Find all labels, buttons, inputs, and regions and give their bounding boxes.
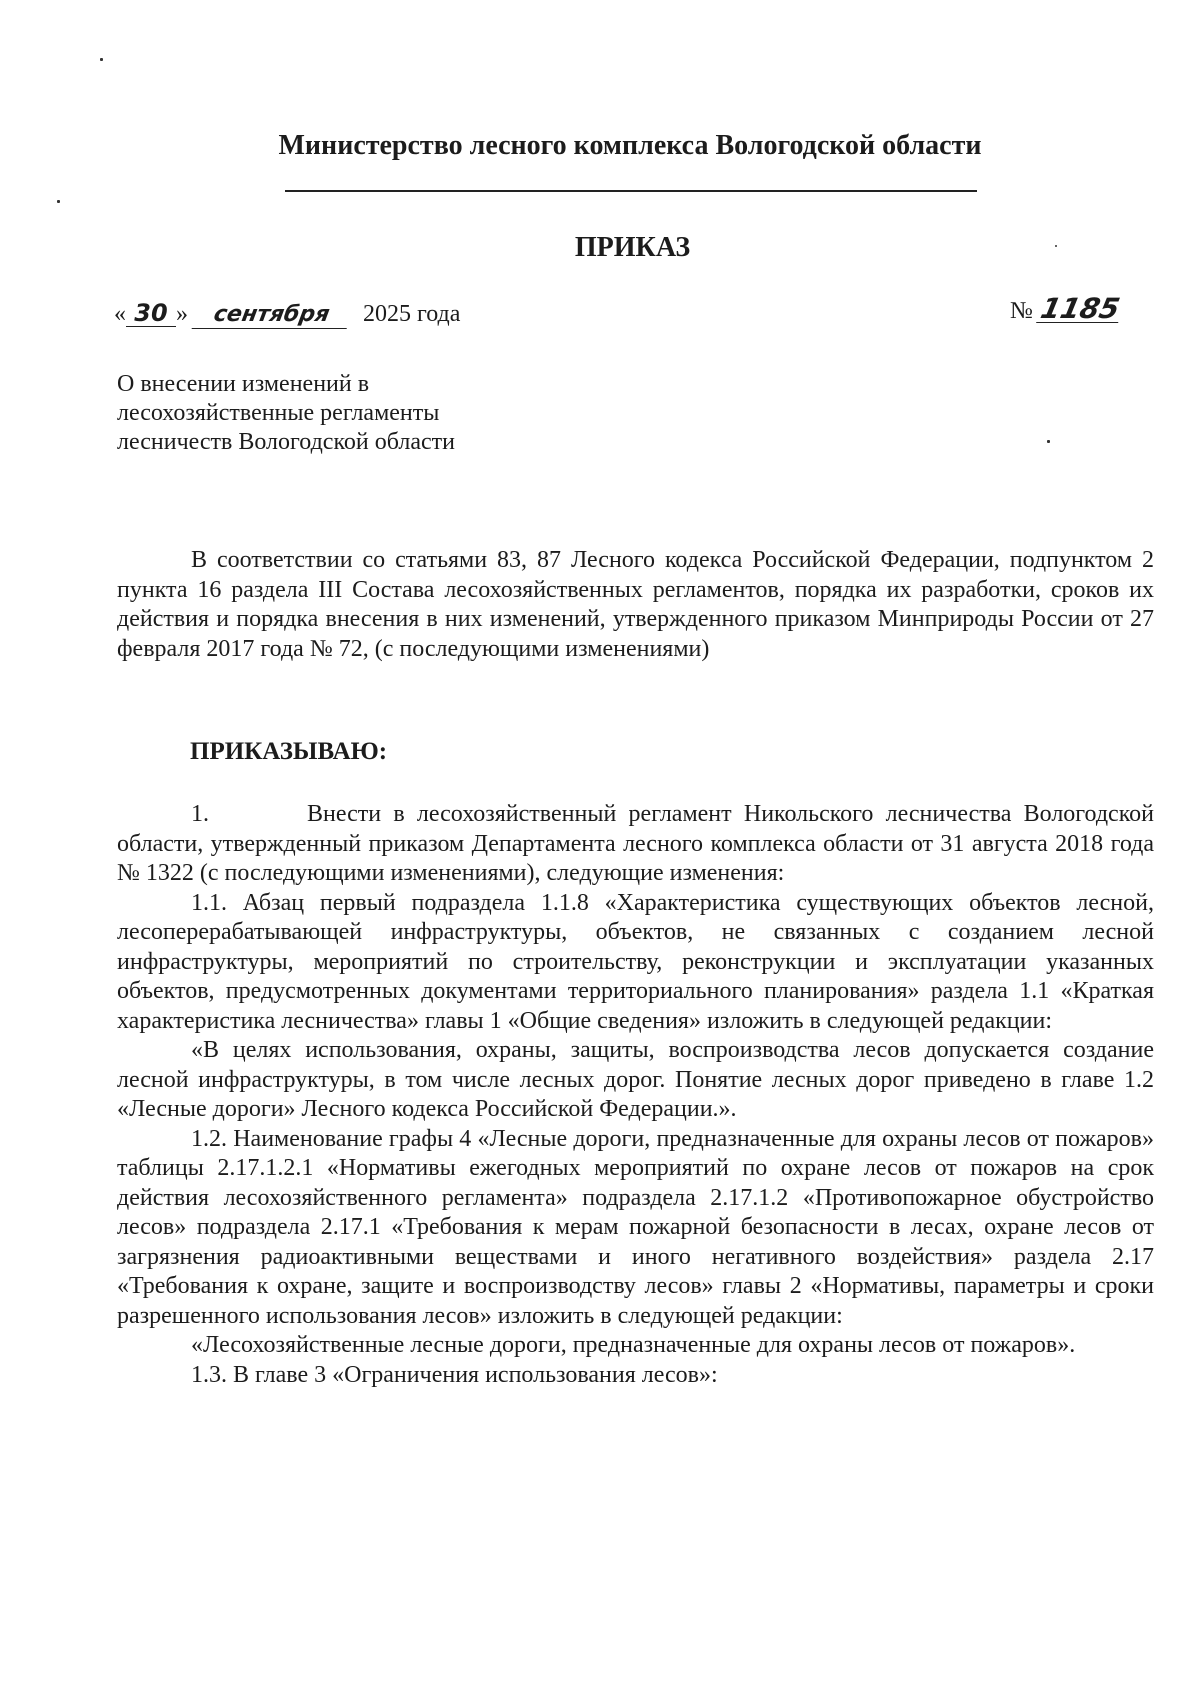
order-subject xyxy=(117,370,455,457)
scan-speck xyxy=(100,58,103,61)
document-type: ПРИКАЗ xyxy=(574,232,691,263)
paragraph-1-1-quote: «В целях использования, охраны, защиты, воспроизводства лесов допускается создание лесной инфраструктуры, в том числе лесных дорог. Понятие лесных дорог приведено в главе 1.2 «Лесные дороги» Лесного кодекса Российской Федерации.». xyxy=(117,1037,1154,1122)
date-close-quote: » xyxy=(176,301,188,327)
ministry-title: Министерство лесного комплекса Вологодской области xyxy=(278,130,982,161)
preamble-text: В соответствии со статьями 83, 87 Лесного кодекса Российской Федерации, подпунктом 2 пункта 16 раздела III Состава лесохозяйственных регламентов, порядка их разработки, сроков их действия и порядка внесения в них изменений, утвержденного приказом Минприроды России от 27 февраля 2017 года № 72, (с последующими изменениями) xyxy=(117,547,1154,662)
paragraph-1-1: 1.1. Абзац первый подраздела 1.1.8 «Характеристика существующих объектов лесной, лесоперерабатывающей инфраструктуры, объектов, не связанных с созданием лесной инфраструктуры, мероприятий по строительству, реконструкции и эксплуатации указанных объектов, предусмотренных документами территориального планирования» раздела 1.1 «Краткая характеристика лесничества» главы 1 «Общие сведения» изложить в следующей редакции: xyxy=(117,889,1154,1034)
date-month-handwritten: сентября xyxy=(192,302,352,329)
paragraph-1: 1. Внести в лесохозяйственный регламент Никольского лесничества Вологодской области, утвержденный приказом Департамента лесного комплекса области от 31 августа 2018 года № 1322 (с последующими изменениями), следующие изменения: xyxy=(117,801,1160,886)
order-number xyxy=(1010,292,1123,325)
subject-line: О внесении изменений в xyxy=(117,371,370,397)
order-word: ПРИКАЗЫВАЮ: xyxy=(190,738,388,765)
number-sign: № xyxy=(1010,298,1033,324)
header-rule xyxy=(285,190,977,192)
order-date xyxy=(114,300,460,329)
paragraph-1-3: 1.3. В главе 3 «Ограничения использования лесов»: xyxy=(191,1361,718,1388)
paragraph-1-2-quote: «Лесохозяйственные лесные дороги, предназначенные для охраны лесов от пожаров». xyxy=(191,1332,1076,1358)
subject-line: лесохозяйственные регламенты xyxy=(117,400,440,426)
date-day-handwritten: 30 xyxy=(126,300,176,327)
date-year: 2025 года xyxy=(363,301,461,327)
scan-speck xyxy=(1047,440,1050,443)
order-paragraphs xyxy=(117,800,1160,1390)
preamble xyxy=(117,546,1154,664)
date-open-quote: « xyxy=(114,301,126,327)
order-number-handwritten: 1185 xyxy=(1037,292,1123,325)
paragraph-1-2: 1.2. Наименование графы 4 «Лесные дороги, предназначенные для охраны лесов от пожаров» таблицы 2.17.1.2.1 «Нормативы ежегодных мероприятий по охране лесов от пожаров на срок действия лесохозяйственного регламента» подраздела 2.17.1.2 «Противопожарное обустройство лесов» подраздела 2.17.1 «Требования к мерам пожарной безопасности в лесах, охране лесов от загрязнения радиоактивными веществами и иного негативного воздействия» раздела 2.17 «Требования к охране, защите и воспроизводству лесов» главы 2 «Нормативы, параметры и сроки разрешенного использования лесов» изложить в следующей редакции: xyxy=(117,1125,1154,1329)
scan-speck xyxy=(57,200,60,203)
subject-line: лесничеств Вологодской области xyxy=(117,429,455,455)
